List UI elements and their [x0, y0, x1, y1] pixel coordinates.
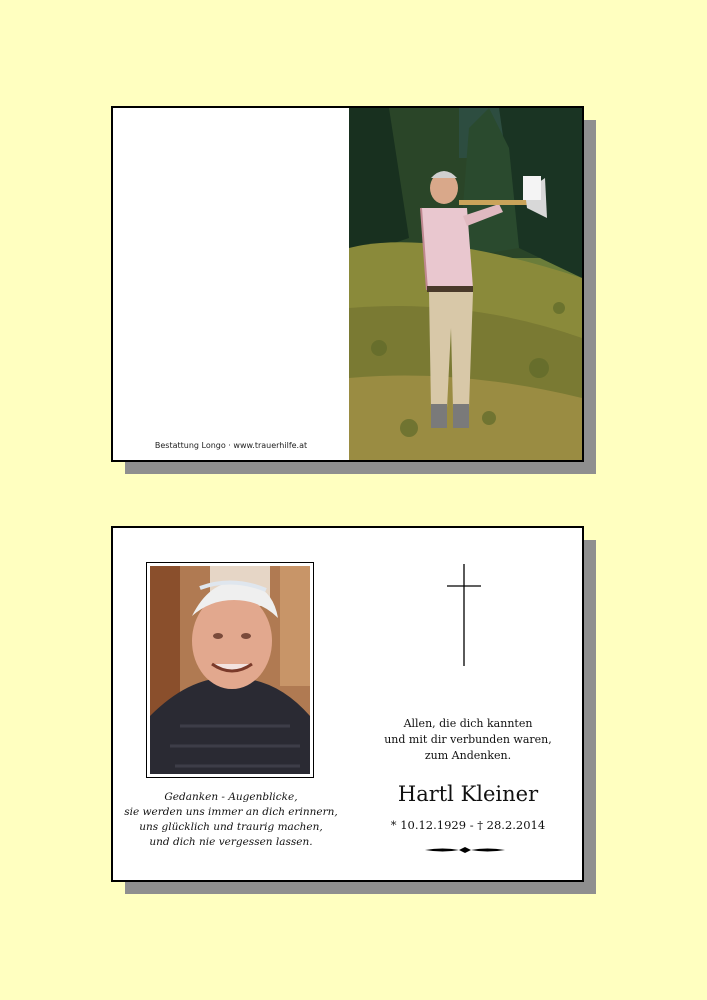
ornament-divider-icon: [423, 840, 507, 859]
dedication-text: [353, 716, 583, 764]
cross-icon: [447, 564, 481, 670]
dedication-line: zum Andenken.: [424, 749, 512, 762]
card-back: [111, 526, 584, 882]
card-front-blank-panel: [113, 108, 349, 460]
dedication-line: und mit dir verbunden waren,: [384, 733, 552, 746]
poem-line: uns glücklich und traurig machen,: [139, 821, 323, 833]
dedication-line: Allen, die dich kannten: [403, 717, 533, 730]
portrait-frame: [146, 562, 314, 778]
portrait-photo: [150, 566, 310, 774]
funeral-home-imprint: Bestattung Longo · www.trauerhilfe.at: [154, 441, 308, 450]
poem-line: und dich nie vergessen lassen.: [149, 836, 313, 848]
card-front: [111, 106, 584, 462]
deceased-name: Hartl Kleiner: [397, 782, 539, 806]
poem-line: Gedanken - Augenblicke,: [164, 791, 298, 803]
poem-line: sie werden uns immer an dich erinnern,: [124, 806, 338, 818]
photo-man-playing-trumpet: [349, 108, 582, 460]
memorial-poem: [113, 790, 349, 850]
life-dates: * 10.12.1929 - † 28.2.2014: [390, 818, 546, 832]
